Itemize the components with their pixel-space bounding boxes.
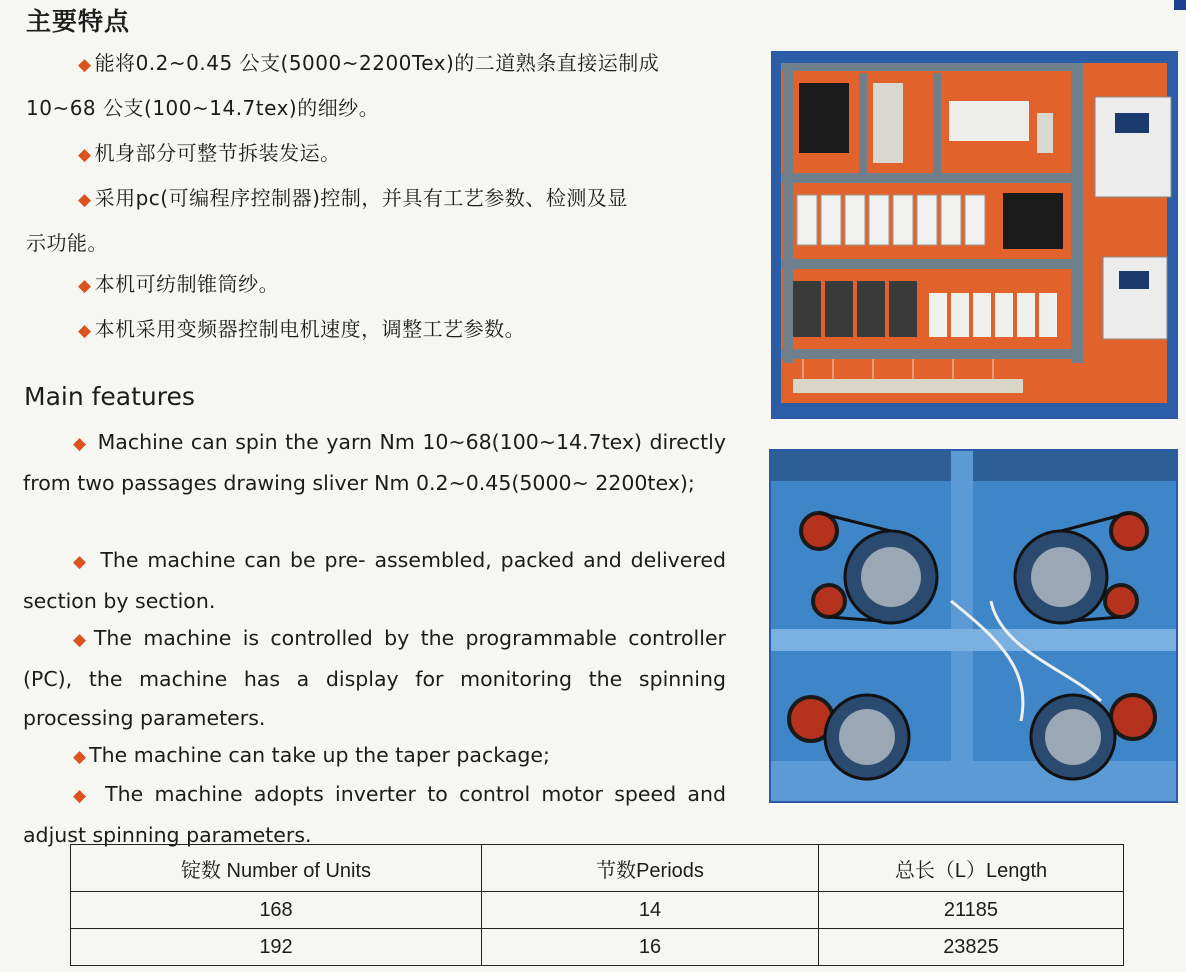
table-header-row (71, 845, 1124, 892)
control-cabinet-photo (771, 51, 1178, 419)
table-header-cell: 节数Periods (482, 845, 819, 892)
cn-feature-5: ◆ 本机采用变频器控制电机速度，调整工艺参数。 (78, 317, 526, 341)
diamond-bullet-icon: ◆ (78, 55, 92, 75)
diamond-bullet-icon: ◆ (78, 276, 92, 296)
diamond-bullet-icon: ◆ (78, 321, 92, 341)
table-cell: 14 (482, 892, 819, 929)
cn-feature-1-cont: 10~68 公支(100~14.7tex)的细纱。 (26, 96, 380, 120)
en-feature-4: ◆ The machine can take up the taper package; (73, 743, 550, 767)
cn-feature-3: ◆ 采用pc(可编程序控制器)控制，并具有工艺参数、检测及显 (78, 186, 628, 210)
table-cell: 168 (71, 892, 482, 929)
en-feature-1: ◆ Machine can spin the yarn Nm 10~68(100~14.7tex) directly from two passages drawing sliver Nm 0.2~0.45(5000~ 2200tex); (23, 430, 726, 495)
diamond-bullet-icon: ◆ (73, 434, 88, 454)
table-cell: 16 (482, 929, 819, 966)
diamond-bullet-icon: ◆ (78, 190, 92, 210)
table-cell: 192 (71, 929, 482, 966)
table-cell: 23825 (819, 929, 1124, 966)
table-row (71, 892, 1124, 929)
cn-feature-1: ◆ 能将0.2~0.45 公支(5000~2200Tex)的二道熟条直接运制成 (78, 51, 660, 75)
diamond-bullet-icon: ◆ (73, 630, 91, 650)
cn-feature-4: ◆ 本机可纺制锥筒纱。 (78, 272, 280, 296)
table-header-cell: 锭数 Number of Units (71, 845, 482, 892)
diamond-bullet-icon: ◆ (73, 552, 89, 572)
control-cabinet-illustration (773, 53, 1176, 417)
corner-mark (1174, 0, 1186, 10)
en-feature-5: ◆ The machine adopts inverter to control motor speed and adjust spinning parameters. (23, 782, 726, 847)
motor-bay-illustration (771, 451, 1176, 801)
spec-table (70, 844, 1124, 966)
motor-bay-photo (769, 449, 1178, 803)
table-row (71, 929, 1124, 966)
cn-feature-2: ◆ 机身部分可整节拆装发运。 (78, 141, 341, 165)
en-section-title: Main features (24, 382, 195, 411)
diamond-bullet-icon: ◆ (73, 786, 91, 806)
en-feature-2: ◆ The machine can be pre- assembled, packed and delivered section by section. (23, 548, 726, 613)
cn-feature-3-cont: 示功能。 (26, 231, 108, 255)
table-header-cell: 总长（L）Length (819, 845, 1124, 892)
diamond-bullet-icon: ◆ (78, 145, 92, 165)
en-feature-3: ◆ The machine is controlled by the programmable controller (PC), the machine has a display for monitoring the spinning processing parameters. (23, 626, 726, 730)
diamond-bullet-icon: ◆ (73, 747, 87, 767)
cn-section-title: 主要特点 (26, 7, 131, 36)
table-cell: 21185 (819, 892, 1124, 929)
